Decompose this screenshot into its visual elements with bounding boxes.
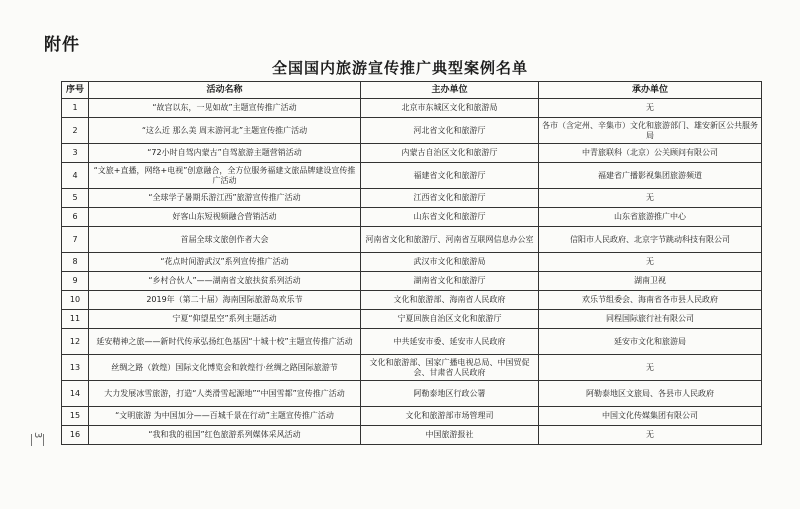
cell-organizer: 无 [539,426,762,445]
column-header-name: 活动名称 [89,82,361,99]
cell-name: 首届全球文旅创作者大会 [89,227,361,253]
cell-no: 14 [62,381,89,407]
cell-no: 2 [62,118,89,144]
cell-name: “花点时间游武汉”系列宣传推广活动 [89,253,361,272]
case-list-table [61,81,762,445]
cell-host: 河北省文化和旅游厅 [361,118,539,144]
cell-no: 5 [62,189,89,208]
cell-name: 宁夏“仰望星空”系列主题活动 [89,310,361,329]
cell-organizer: 无 [539,189,762,208]
document-title: 全国国内旅游宣传推广典型案例名单 [271,59,528,77]
cell-no: 13 [62,355,89,381]
cell-host: 文化和旅游部、海南省人民政府 [361,291,539,310]
column-header-organizer: 承办单位 [539,82,762,99]
cell-organizer: 各市（含定州、辛集市）文化和旅游部门、雄安新区公共服务局 [539,118,762,144]
table-row [62,118,762,144]
cell-host: 内蒙古自治区文化和旅游厅 [361,144,539,163]
cell-organizer: 欢乐节组委会、海南省各市县人民政府 [539,291,762,310]
cell-no: 15 [62,407,89,426]
cell-name: 大力发展冰雪旅游，打造“人类滑雪起源地”“中国雪都”宣传推广活动 [89,381,361,407]
cell-host: 文化和旅游部市场管理司 [361,407,539,426]
table-row [62,329,762,355]
cell-host: 江西省文化和旅游厅 [361,189,539,208]
table-row [62,407,762,426]
cell-organizer: 信阳市人民政府、北京字节跳动科技有限公司 [539,227,762,253]
cell-host: 北京市东城区文化和旅游局 [361,99,539,118]
cell-no: 10 [62,291,89,310]
cell-name: 好客山东短视频融合营销活动 [89,208,361,227]
table-row [62,310,762,329]
cell-organizer: 福建省广播影视集团旅游频道 [539,163,762,189]
cell-organizer: 山东省旅游推广中心 [539,208,762,227]
column-header-host: 主办单位 [361,82,539,99]
cell-host: 阿勒泰地区行政公署 [361,381,539,407]
cell-host: 福建省文化和旅游厅 [361,163,539,189]
table-row [62,381,762,407]
cell-no: 8 [62,253,89,272]
cell-organizer: 延安市文化和旅游局 [539,329,762,355]
cell-name: 丝绸之路（敦煌）国际文化博览会和敦煌行·丝绸之路国际旅游节 [89,355,361,381]
attachment-label: 附件 [44,35,80,55]
table-row [62,426,762,445]
cell-name: “文旅+直播，网络+电视”创意融合，全方位服务福建文旅品牌建设宣传推广活动 [89,163,361,189]
cell-host: 文化和旅游部、国家广播电视总局、中国贸促会、甘肃省人民政府 [361,355,539,381]
cell-no: 12 [62,329,89,355]
cell-name: 延安精神之旅——新时代传承弘扬红色基因“十城十校”主题宣传推广活动 [89,329,361,355]
table-row [62,189,762,208]
cell-no: 1 [62,99,89,118]
cell-name: “故宫以东，一见如故”主题宣传推广活动 [89,99,361,118]
page-number: 3 [31,432,44,448]
cell-host: 河南省文化和旅游厅、河南省互联网信息办公室 [361,227,539,253]
cell-host: 宁夏回族自治区文化和旅游厅 [361,310,539,329]
cell-organizer: 湖南卫视 [539,272,762,291]
table-row [62,355,762,381]
cell-organizer: 无 [539,99,762,118]
table-row [62,227,762,253]
cell-no: 11 [62,310,89,329]
table-row [62,253,762,272]
table-row [62,144,762,163]
cell-host: 武汉市文化和旅游局 [361,253,539,272]
table-row [62,208,762,227]
table-row [62,291,762,310]
cell-no: 6 [62,208,89,227]
cell-no: 9 [62,272,89,291]
table-row [62,272,762,291]
cell-organizer: 中青旅联科（北京）公关顾问有限公司 [539,144,762,163]
cell-host: 中国旅游报社 [361,426,539,445]
table-row [62,99,762,118]
cell-organizer: 无 [539,355,762,381]
cell-organizer: 同程国际旅行社有限公司 [539,310,762,329]
cell-organizer: 阿勒泰地区文旅局、各县市人民政府 [539,381,762,407]
cell-no: 7 [62,227,89,253]
column-header-no: 序号 [62,82,89,99]
cell-no: 3 [62,144,89,163]
cell-name: “我和我的祖国”红色旅游系列媒体采风活动 [89,426,361,445]
table-row [62,163,762,189]
cell-no: 16 [62,426,89,445]
cell-name: “文明旅游 为中国加分——百城千景在行动”主题宣传推广活动 [89,407,361,426]
cell-name: “全球学子暑期乐游江西”旅游宣传推广活动 [89,189,361,208]
cell-host: 山东省文化和旅游厅 [361,208,539,227]
cell-organizer: 中国文化传媒集团有限公司 [539,407,762,426]
cell-host: 湖南省文化和旅游厅 [361,272,539,291]
cell-name: “这么近 那么美 周末游河北”主题宣传推广活动 [89,118,361,144]
cell-no: 4 [62,163,89,189]
table-header-row [62,82,762,99]
cell-name: “72小时自驾内蒙古”自驾旅游主题营销活动 [89,144,361,163]
cell-organizer: 无 [539,253,762,272]
cell-host: 中共延安市委、延安市人民政府 [361,329,539,355]
cell-name: “乡村合伙人”——湖南省文旅扶贫系列活动 [89,272,361,291]
cell-name: 2019年（第二十届）海南国际旅游岛欢乐节 [89,291,361,310]
